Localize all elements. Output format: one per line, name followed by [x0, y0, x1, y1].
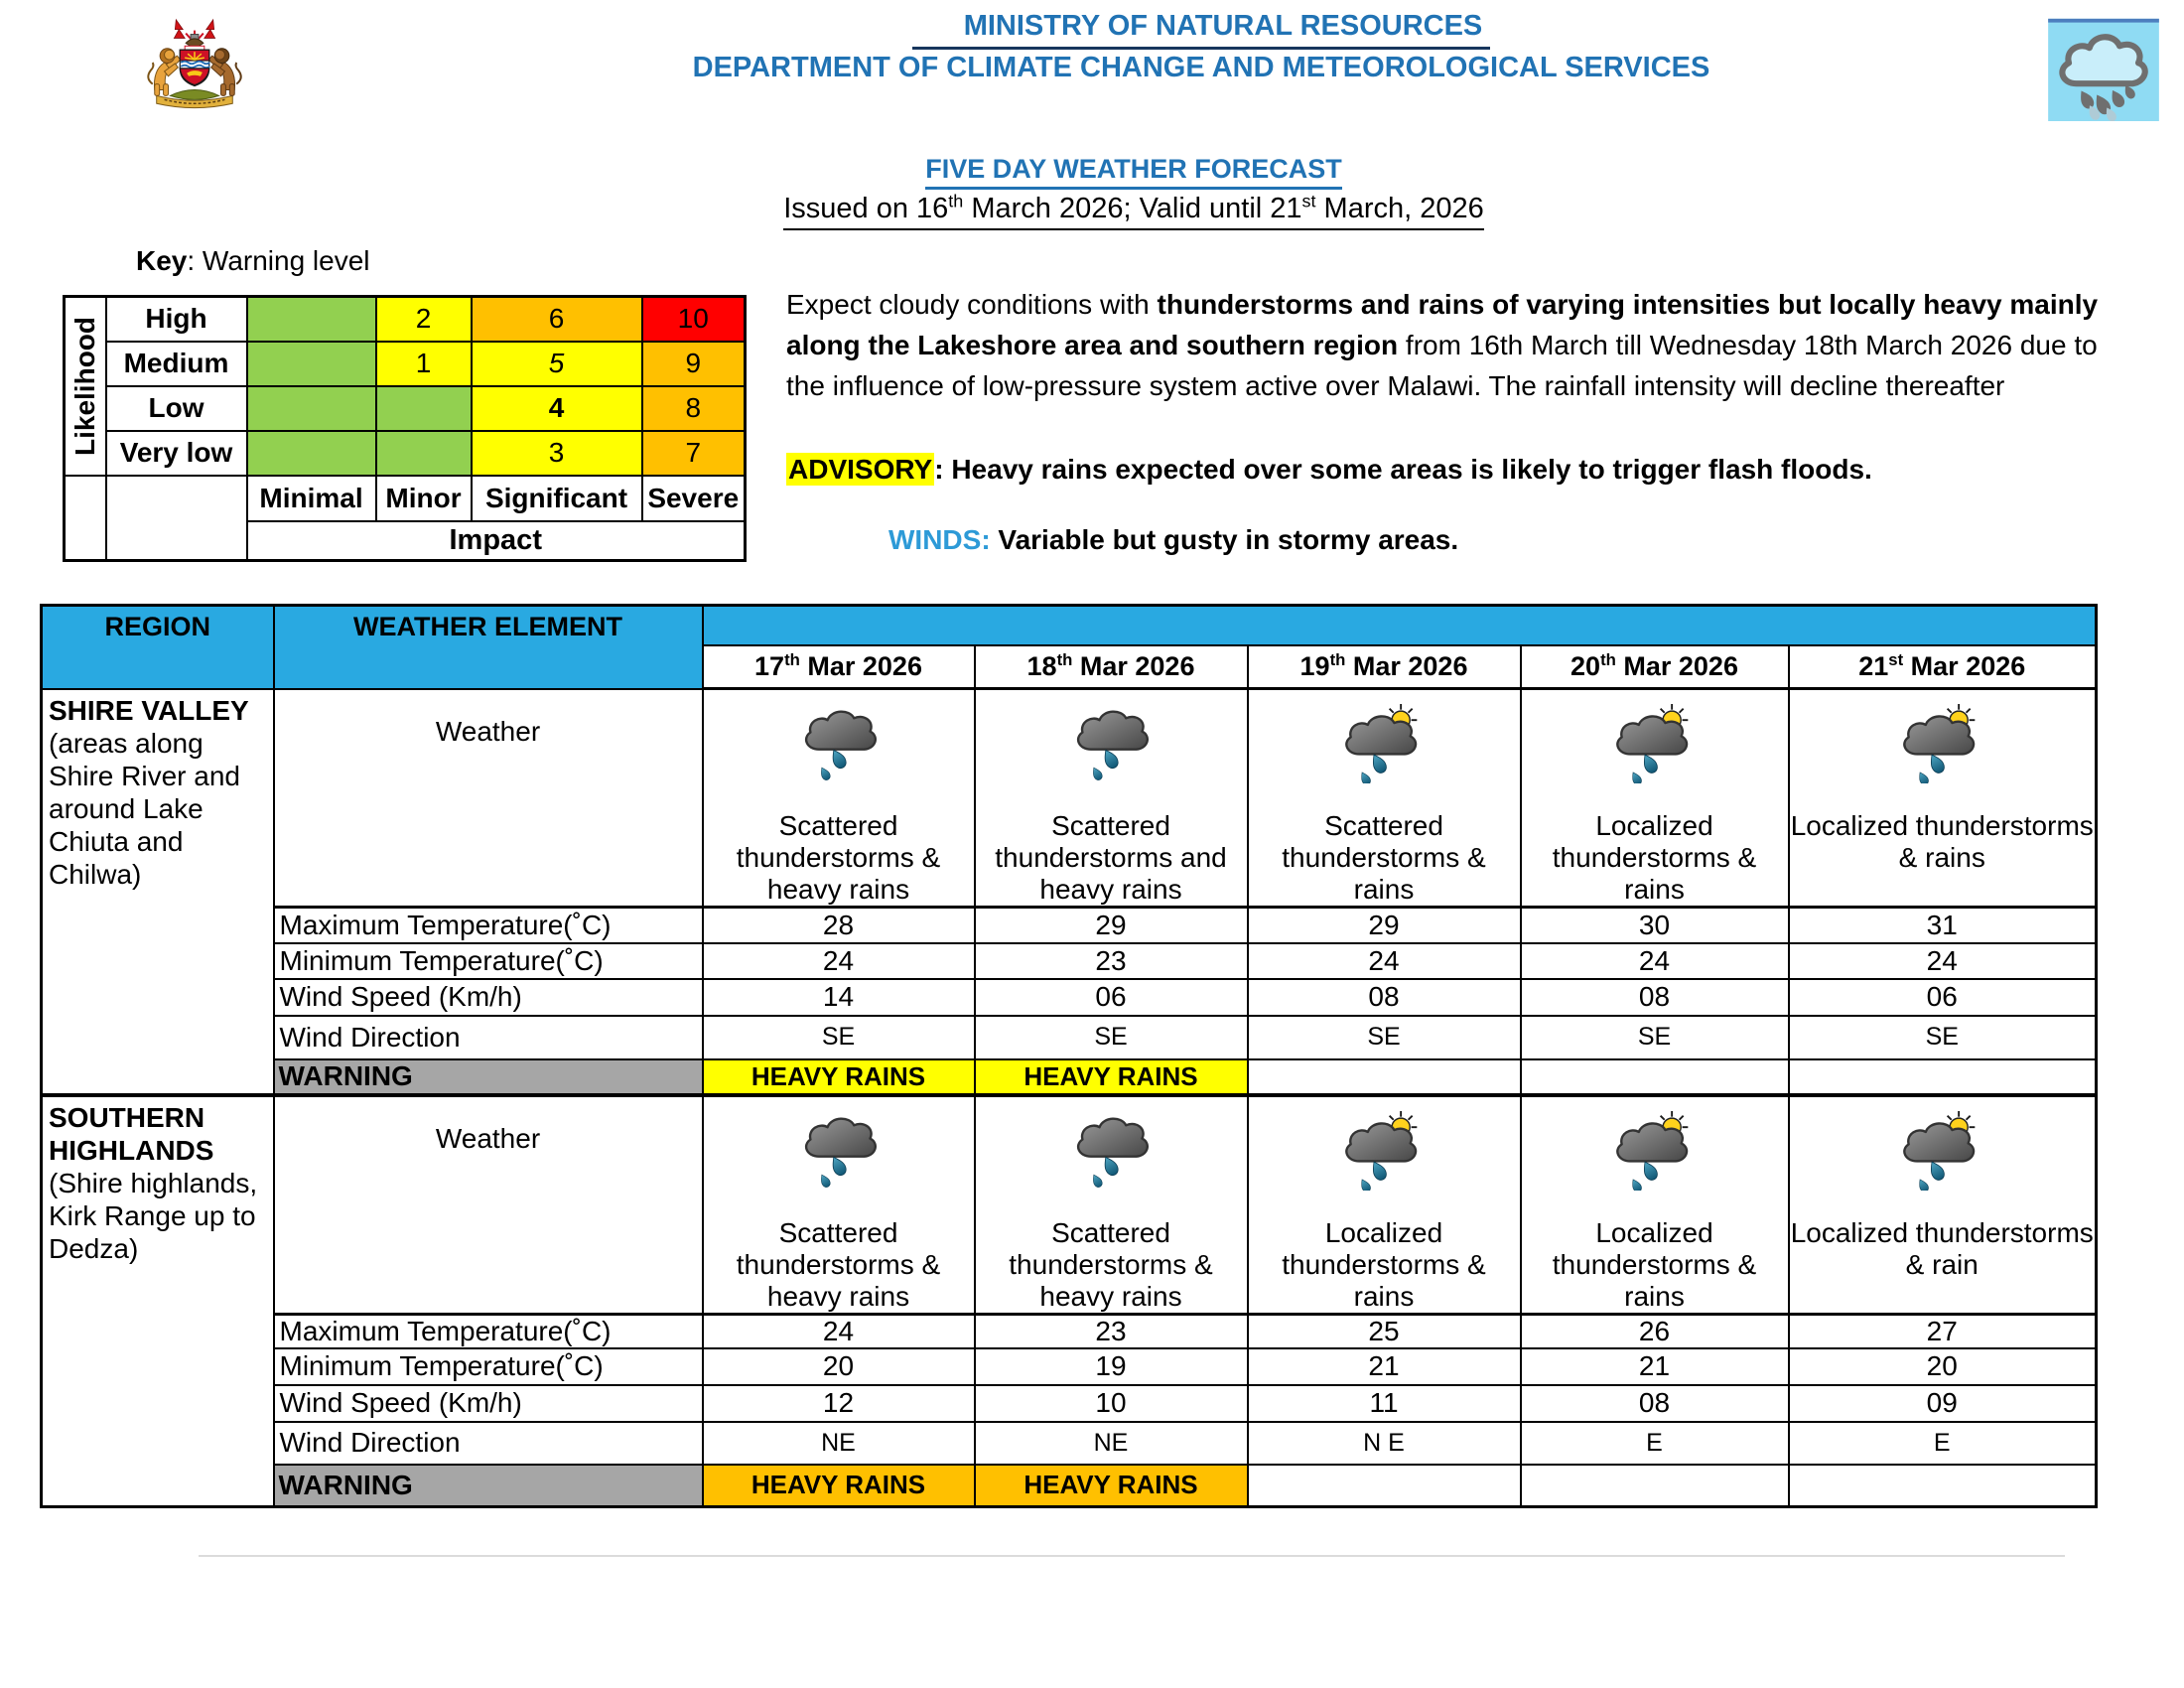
- risk-cell: 8: [642, 386, 746, 431]
- footer-divider: [199, 1555, 2065, 1557]
- ministry-title: MINISTRY OF NATURAL RESOURCES: [477, 8, 1926, 50]
- max-temp-value: 29: [1248, 908, 1521, 943]
- department-title: DEPARTMENT OF CLIMATE CHANGE AND METEOROLOGICAL SERVICES: [692, 52, 1710, 83]
- row-label-max-temp: Maximum Temperature(˚C): [274, 1314, 703, 1348]
- likelihood-verylow-label: Very low: [106, 431, 247, 476]
- warning-cell: HEAVY RAINS: [975, 1059, 1248, 1095]
- likelihood-low-label: Low: [106, 386, 247, 431]
- max-temp-value: 25: [1248, 1314, 1521, 1348]
- min-temp-value: 20: [703, 1348, 975, 1385]
- issued-validity-line: Issued on 16th March 2026; Valid until 21st March, 2026: [488, 193, 1779, 230]
- wind-speed-value: 08: [1248, 979, 1521, 1016]
- sun-rain-cloud-icon: [1790, 704, 2096, 790]
- risk-cell: 10: [642, 297, 746, 342]
- sun-rain-cloud-icon: [1522, 1111, 1788, 1197]
- malawi-coat-of-arms-logo: [141, 12, 248, 113]
- risk-cell: [247, 297, 376, 342]
- weather-cell: [703, 689, 975, 908]
- weather-cell: [975, 689, 1248, 908]
- weather-cell: [1789, 1095, 2097, 1315]
- weather-cell: [1521, 1095, 1789, 1315]
- date-header: 17th Mar 2026: [703, 645, 975, 689]
- max-temp-value: 31: [1789, 908, 2097, 943]
- key-empty-cell: [106, 476, 247, 561]
- risk-cell: [247, 342, 376, 386]
- risk-cell: [376, 431, 472, 476]
- weather-description: Scattered thunderstorms & heavy rains: [736, 1216, 941, 1312]
- wind-speed-value: 08: [1521, 979, 1789, 1016]
- key-label: Key: Warning level: [136, 245, 370, 276]
- min-temp-value: 20: [1789, 1348, 2097, 1385]
- ministry-header: [477, 8, 1926, 86]
- weather-description: Scattered thunderstorms & heavy rains: [1009, 1216, 1213, 1312]
- sun-rain-cloud-icon: [1249, 1111, 1520, 1197]
- wind-speed-value: 12: [703, 1385, 975, 1422]
- advisory-label: ADVISORY: [788, 454, 933, 485]
- rain-cloud-icon: [976, 704, 1247, 790]
- rain-cloud-icon: [704, 704, 974, 790]
- date-header: 18th Mar 2026: [975, 645, 1248, 689]
- column-header-region: REGION: [42, 606, 274, 689]
- warning-cell: [1521, 1465, 1789, 1507]
- impact-significant-label: Significant: [472, 476, 642, 521]
- row-label-min-temp: Minimum Temperature(˚C): [274, 943, 703, 979]
- column-header-weather-element: WEATHER ELEMENT: [274, 606, 703, 689]
- document-title: FIVE DAY WEATHER FORECAST: [488, 154, 1779, 190]
- date-header: 20th Mar 2026: [1521, 645, 1789, 689]
- min-temp-value: 24: [1248, 943, 1521, 979]
- weather-description: Localized thunderstorms & rains: [1552, 810, 1757, 905]
- max-temp-value: 26: [1521, 1314, 1789, 1348]
- weather-cell: [1248, 689, 1521, 908]
- row-label-warning: WARNING: [274, 1465, 703, 1507]
- risk-cell: 3: [472, 431, 642, 476]
- max-temp-value: 24: [703, 1314, 975, 1348]
- key-empty-cell: [65, 476, 106, 561]
- wind-direction-value: NE: [703, 1422, 975, 1465]
- warning-cell: [1248, 1059, 1521, 1095]
- min-temp-value: 21: [1248, 1348, 1521, 1385]
- wind-speed-value: 11: [1248, 1385, 1521, 1422]
- weather-description: Localized thunderstorms & rains: [1790, 810, 2094, 873]
- forecast-summary-text: Expect cloudy conditions with thunderstorms and rains of varying intensities but locally heavy mainly along the Lakeshore area and southern region from 16th March till Wednesday 18th March 2026 due to the influence of low-pressure system active over Malawi. The rainfall intensity will decline thereafter: [786, 289, 2099, 401]
- wind-direction-value: SE: [975, 1016, 1248, 1059]
- weather-cell: [703, 1095, 975, 1315]
- winds-line: WINDS: Variable but gusty in stormy areas.: [888, 524, 1459, 555]
- risk-cell: 4: [472, 386, 642, 431]
- wind-speed-value: 08: [1521, 1385, 1789, 1422]
- wind-direction-value: E: [1789, 1422, 2097, 1465]
- likelihood-medium-label: Medium: [106, 342, 247, 386]
- row-label-max-temp: Maximum Temperature(˚C): [274, 908, 703, 943]
- min-temp-value: 24: [1521, 943, 1789, 979]
- sun-rain-cloud-icon: [1522, 704, 1788, 790]
- row-label-warning: WARNING: [274, 1059, 703, 1095]
- rain-cloud-icon: [704, 1111, 974, 1197]
- risk-cell: 7: [642, 431, 746, 476]
- risk-cell: 6: [472, 297, 642, 342]
- wind-direction-value: SE: [1789, 1016, 2097, 1059]
- forecast-table: [40, 604, 2098, 1508]
- risk-cell: [247, 386, 376, 431]
- risk-cell: [376, 386, 472, 431]
- weather-description: Scattered thunderstorms and heavy rains: [995, 810, 1227, 905]
- weather-description: Scattered thunderstorms & rains: [1282, 810, 1486, 905]
- max-temp-value: 23: [975, 1314, 1248, 1348]
- region-shire-valley: SHIRE VALLEY (areas along Shire River and around Lake Chiuta and Chilwa): [42, 689, 274, 1095]
- weather-cell: [1248, 1095, 1521, 1315]
- impact-minimal-label: Minimal: [247, 476, 376, 521]
- weather-cell: [975, 1095, 1248, 1315]
- risk-cell: 9: [642, 342, 746, 386]
- sun-rain-cloud-icon: [1249, 704, 1520, 790]
- wind-direction-value: NE: [975, 1422, 1248, 1465]
- likelihood-axis-label: Likelihood: [65, 297, 106, 476]
- winds-label: WINDS:: [888, 524, 991, 555]
- warning-cell: HEAVY RAINS: [703, 1059, 975, 1095]
- rain-cloud-weather-logo: [2048, 16, 2159, 121]
- min-temp-value: 21: [1521, 1348, 1789, 1385]
- wind-speed-value: 14: [703, 979, 975, 1016]
- advisory-line: ADVISORY: Heavy rains expected over some areas is likely to trigger flash floods.: [788, 454, 1872, 485]
- wind-direction-value: SE: [1248, 1016, 1521, 1059]
- min-temp-value: 23: [975, 943, 1248, 979]
- row-label-min-temp: Minimum Temperature(˚C): [274, 1348, 703, 1385]
- wind-direction-value: N E: [1248, 1422, 1521, 1465]
- risk-cell: 5: [472, 342, 642, 386]
- row-label-wind-speed: Wind Speed (Km/h): [274, 979, 703, 1016]
- max-temp-value: 27: [1789, 1314, 2097, 1348]
- wind-speed-value: 09: [1789, 1385, 2097, 1422]
- date-header: 19th Mar 2026: [1248, 645, 1521, 689]
- row-label-weather: Weather: [274, 689, 703, 908]
- weather-description: Localized thunderstorms & rains: [1552, 1216, 1757, 1312]
- risk-cell: [247, 431, 376, 476]
- impact-severe-label: Severe: [642, 476, 746, 521]
- warning-cell: [1521, 1059, 1789, 1095]
- min-temp-value: 24: [1789, 943, 2097, 979]
- weather-cell: [1789, 689, 2097, 908]
- dates-header-band: [703, 606, 2097, 645]
- weather-description: Localized thunderstorms & rains: [1282, 1216, 1486, 1312]
- max-temp-value: 28: [703, 908, 975, 943]
- weather-description: Localized thunderstorms & rain: [1790, 1216, 2094, 1280]
- min-temp-value: 19: [975, 1348, 1248, 1385]
- max-temp-value: 30: [1521, 908, 1789, 943]
- risk-cell: 1: [376, 342, 472, 386]
- region-southern-highlands: SOUTHERN HIGHLANDS (Shire highlands, Kirk Range up to Dedza): [42, 1095, 274, 1507]
- warning-cell: [1789, 1465, 2097, 1507]
- wind-speed-value: 06: [1789, 979, 2097, 1016]
- rain-cloud-icon: [976, 1111, 1247, 1197]
- sun-rain-cloud-icon: [1790, 1111, 2096, 1197]
- warning-cell: [1248, 1465, 1521, 1507]
- weather-description: Scattered thunderstorms & heavy rains: [736, 810, 941, 905]
- min-temp-value: 24: [703, 943, 975, 979]
- warning-level-key-table: [63, 295, 747, 562]
- max-temp-value: 29: [975, 908, 1248, 943]
- row-label-weather: Weather: [274, 1095, 703, 1315]
- date-header: 21st Mar 2026: [1789, 645, 2097, 689]
- warning-cell: HEAVY RAINS: [703, 1465, 975, 1507]
- wind-direction-value: E: [1521, 1422, 1789, 1465]
- row-label-wind-direction: Wind Direction: [274, 1422, 703, 1465]
- row-label-wind-direction: Wind Direction: [274, 1016, 703, 1059]
- wind-direction-value: SE: [703, 1016, 975, 1059]
- wind-speed-value: 06: [975, 979, 1248, 1016]
- warning-cell: [1789, 1059, 2097, 1095]
- weather-cell: [1521, 689, 1789, 908]
- row-label-wind-speed: Wind Speed (Km/h): [274, 1385, 703, 1422]
- likelihood-high-label: High: [106, 297, 247, 342]
- risk-cell: 2: [376, 297, 472, 342]
- wind-speed-value: 10: [975, 1385, 1248, 1422]
- impact-axis-label: Impact: [247, 521, 746, 561]
- warning-cell: HEAVY RAINS: [975, 1465, 1248, 1507]
- impact-minor-label: Minor: [376, 476, 472, 521]
- wind-direction-value: SE: [1521, 1016, 1789, 1059]
